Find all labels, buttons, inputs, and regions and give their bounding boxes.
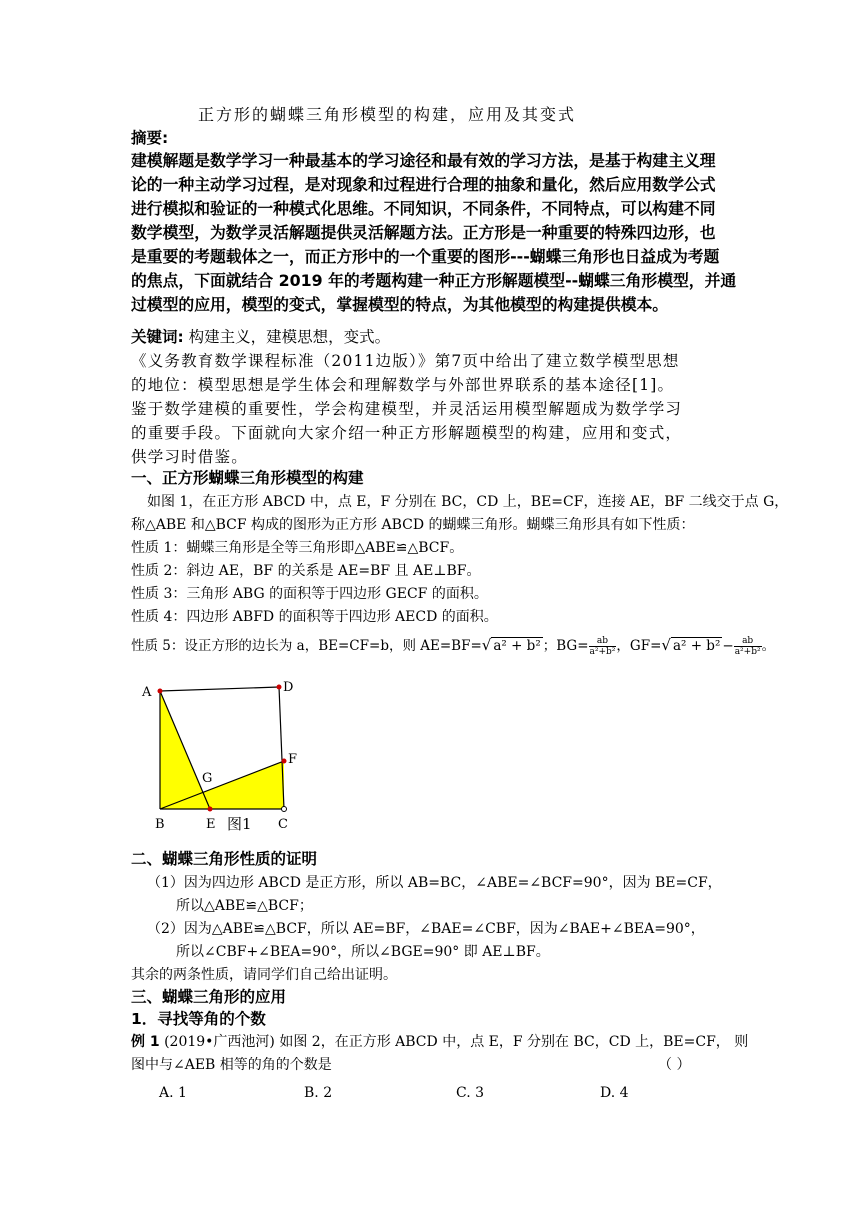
property5-prefix: 性质 5：设正方形的边长为 a，BE=CF=b，则 AE=BF= [131,638,482,654]
fraction-bg [589,636,617,657]
abstract-line: 是重要的考题载体之一，而正方形中的一个重要的图形---蝴蝶三角形也日益成为考题 [131,247,720,266]
property-5-line: 性质 5：设正方形的边长为 a，BE=CF=b，则 AE=BF=√ a² + b² ；BG= $\frac{ab}{\text{a²+b²}}$ ，GF=√ a² + b² − $\frac{ab}{\text{a²+b²}}$ 。 [131,636,776,657]
proof-line: （1）因为四边形 ABCD 是正方形，所以 AB=BC，∠ABE=∠BCF=90°，因为 BE=CF， [147,875,722,891]
label-c: C [278,817,288,832]
proof-line: 所以∠CBF+∠BEA=90°，所以∠BGE=90° 即 AE⊥BF。 [176,944,550,960]
label-e: E [206,817,216,832]
section1-intro-line: 如图 1，在正方形 ABCD 中，点 E，F 分别在 BC，CD 上，BE=CF，连接 AE，BF 二线交于点 G， [147,494,789,510]
abstract-line: 进行模拟和验证的一种模式化思维。不同知识，不同条件，不同特点，可以构建不同 [131,199,716,218]
standard-line: 《义务教育数学课程标准（2011边版）》第7页中给出了建立数学模型思想 [131,352,680,370]
point-f [282,759,287,764]
fraction-denominator: a²+b² [589,647,616,657]
property-line: 性质 4：四边形 ABFD 的面积等于四边形 AECD 的面积。 [131,609,498,625]
label-g: G [202,771,213,786]
sqrt-expression: a² + b² [493,638,541,654]
fraction-numerator: ab [734,636,762,647]
point-c [282,807,287,812]
proof-line: （2）因为△ABE≌△BCF，所以 AE=BF，∠BAE=∠CBF，因为∠BAE+∠BEA=90°， [147,921,705,937]
standard-line: 供学习时借鉴。 [131,448,248,466]
label-f: F [288,752,298,767]
fraction-gf [734,636,762,657]
abstract-line: 过模型的应用，模型的变式，掌握模型的特点，为其他模型的构建提供模本。 [131,295,669,314]
point-e [208,807,213,812]
property5-mid: ；BG= [542,638,589,654]
answer-blank: （ ） [658,1057,691,1073]
point-d [277,685,282,690]
minus-sign: − [722,638,734,654]
section-heading-2: 二、蝴蝶三角形性质的证明 [131,850,318,868]
point-a [158,689,163,694]
sqrt-expression: a² + b² [672,638,721,654]
page-title: 正方形的蝴蝶三角形模型的构建，应用及其变式 [198,105,577,124]
standard-line: 的地位：模型思想是学生体会和理解数学与外部世界联系的基本途径[1]。 [131,376,675,394]
abstract-line: 建模解题是数学学习一种最基本的学习途径和最有效的学习方法，是基于构建主义理 [131,151,716,170]
property5-end: 。 [761,638,776,654]
label-a: A [142,685,152,700]
standard-line: 的重要手段。下面就向大家介绍一种正方形解题模型的构建，应用和变式， [131,424,683,442]
section-heading-1: 一、正方形蝴蝶三角形模型的构建 [131,469,364,487]
example-1-line-2: 图中与∠AEB 相等的角的个数是 [131,1057,332,1073]
sub-heading: 1．寻找等角的个数 [131,1010,266,1028]
example-1-line [131,1031,748,1053]
abstract-line: 论的一种主动学习过程，是对现象和过程进行合理的抽象和量化，然后应用数学公式 [131,175,716,194]
standard-line: 鉴于数学建模的重要性，学会构建模型，并灵活运用模型解题成为数学学习 [131,400,683,418]
section-heading-3: 三、蝴蝶三角形的应用 [131,988,287,1006]
option-d: D. 4 [600,1085,629,1101]
abstract-line: 数学模型，为数学灵活解题提供灵活解题方法。正方形是一种重要的特殊四边形，也 [131,223,716,242]
option-a: A. 1 [159,1085,187,1101]
option-b: B. 2 [304,1085,333,1101]
keywords-line [131,326,390,348]
proof-line: 其余的两条性质，请同学们自己给出证明。 [131,967,397,983]
side-ad [160,687,279,691]
figure-caption: 图1 [227,815,252,833]
abstract-label: 摘要: [131,129,169,147]
label-d: D [283,680,294,695]
example-label: 例 1 [131,1034,160,1050]
property5-mid: ，GF= [616,638,662,654]
option-c: C. 3 [456,1085,485,1101]
example-text: (2019•广西池河) 如图 2，在正方形 ABCD 中，点 E，F 分别在 BC，CD 上，BE=CF， 则 [159,1034,749,1050]
fraction-denominator: a²+b² [734,647,761,657]
label-b: B [155,817,165,832]
property-line: 性质 1：蝴蝶三角形是全等三角形即△ABE≌△BCF。 [131,540,464,556]
abstract-line: 的焦点，下面就结合 2019 年的考题构建一种正方形解题模型--蝴蝶三角形模型，并通 [131,271,737,290]
proof-line: 所以△ABE≌△BCF； [176,898,313,914]
keywords-text: 构建主义，建模思想，变式。 [183,328,391,346]
property-line: 性质 3：三角形 ABG 的面积等于四边形 GECF 的面积。 [131,586,488,602]
figure-1-square-diagram [135,675,315,835]
keywords-label: 关键词: [131,328,184,346]
fraction-numerator: ab [589,636,617,647]
section1-intro-line: 称△ABE 和△BCF 构成的图形为正方形 ABCD 的蝴蝶三角形。蝴蝶三角形具有如下性质： [131,517,695,533]
property-line: 性质 2：斜边 AE，BF 的关系是 AE=BF 且 AE⊥BF。 [131,563,481,579]
